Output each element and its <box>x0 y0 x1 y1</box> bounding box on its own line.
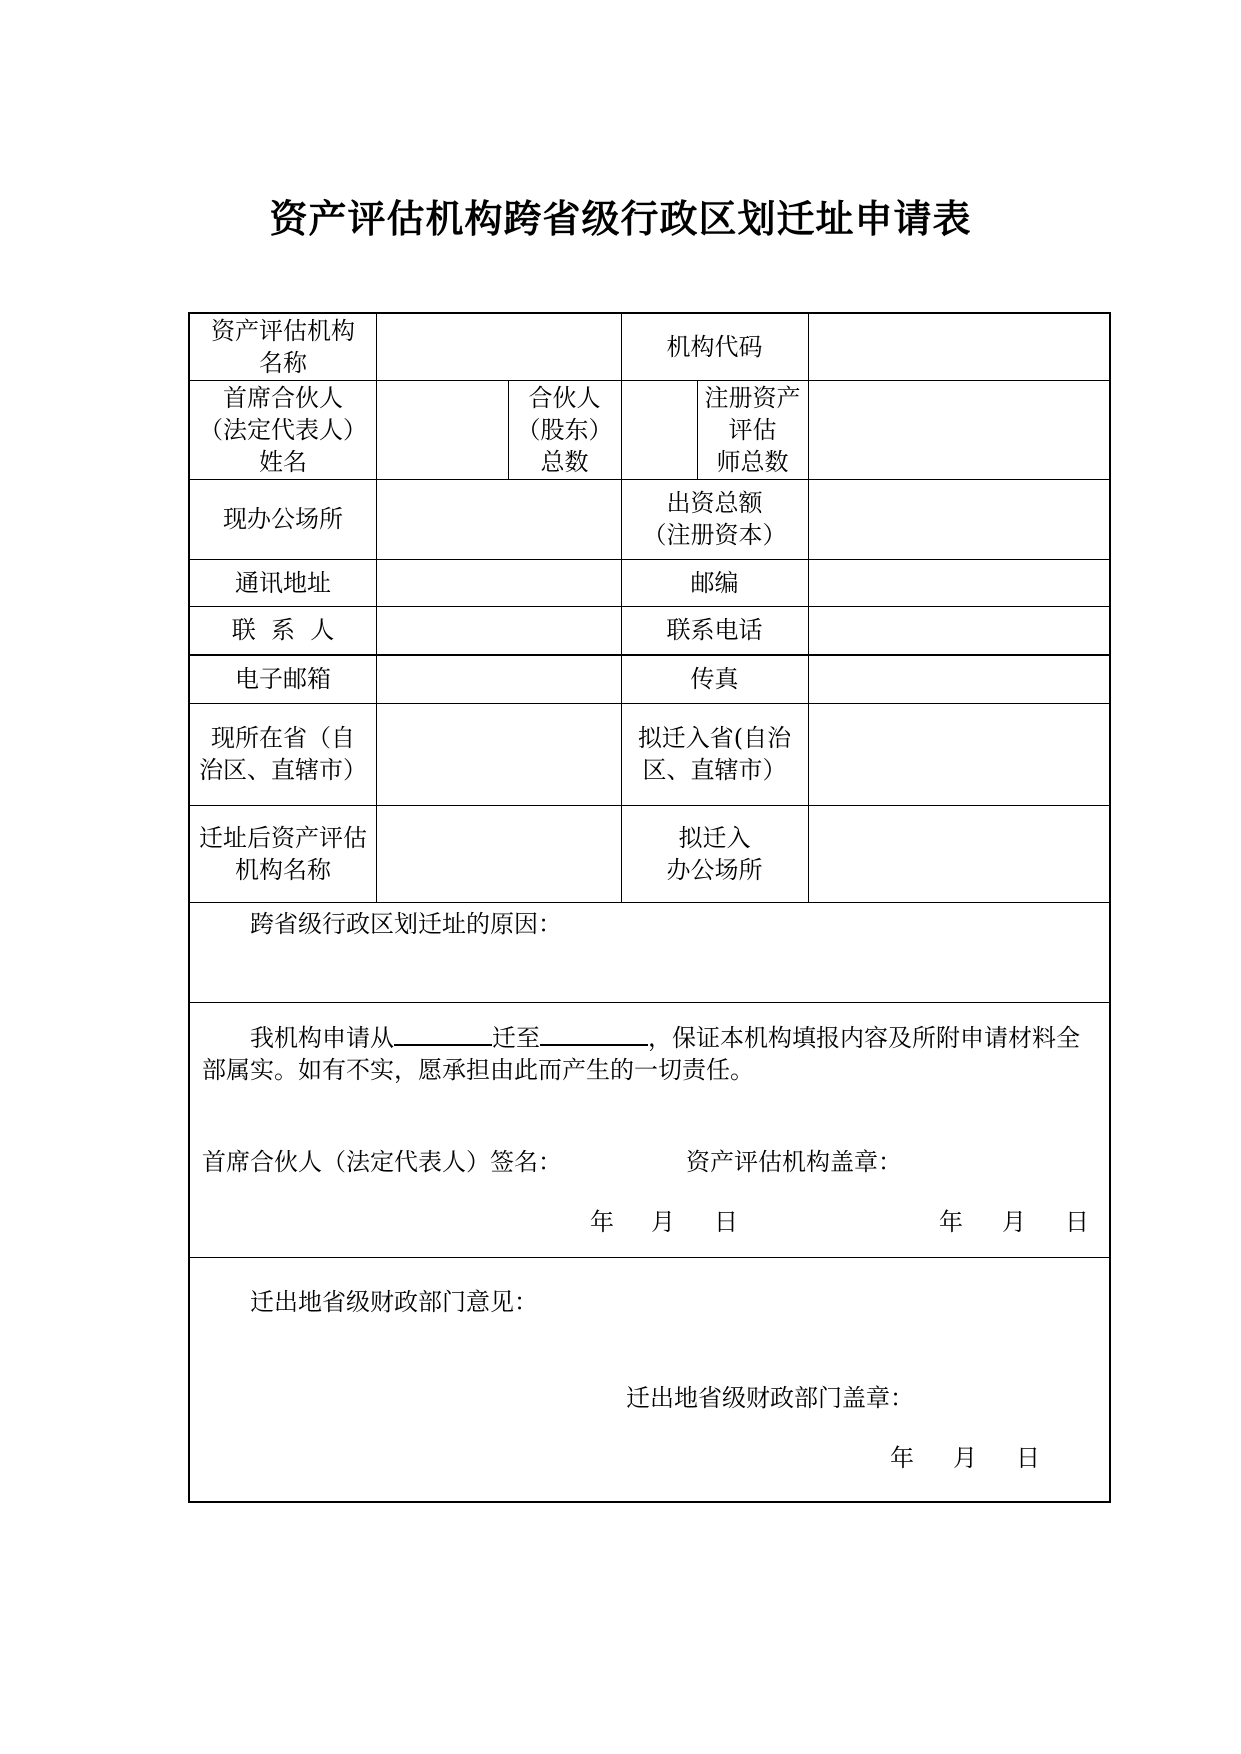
from-province-blank[interactable] <box>394 1018 492 1046</box>
mailing-address-label: 通讯地址 <box>235 568 331 597</box>
finance-dept-opinion-label: 迁出地省级财政部门意见： <box>250 1288 538 1316</box>
seal-month: 月 <box>1002 1208 1026 1236</box>
current-province-label: 现所在省（自 治区、直辖市） <box>199 724 367 784</box>
registered-valuers-label: 注册资产评估 师总数 <box>704 383 801 476</box>
postal-code-field[interactable] <box>808 559 1109 606</box>
row-divider <box>190 1257 1109 1258</box>
institution-name-field[interactable] <box>376 314 621 380</box>
row-divider <box>190 902 1109 903</box>
chief-partner-name-label: 首席合伙人 （法定代表人） 姓名 <box>199 383 367 476</box>
to-province-blank[interactable] <box>540 1018 648 1046</box>
declaration-part3: ，保证本机构填报内容及所附申请材料全部属实。如有不实，愿承担由此而产生的一切责任。 <box>202 1024 1080 1084</box>
institution-name-label: 资产评估机构 名称 <box>211 317 355 377</box>
new-institution-name-label: 迁址后资产评估 机构名称 <box>199 823 367 884</box>
relocation-reason-field[interactable] <box>200 944 1099 996</box>
partners-count-field[interactable] <box>621 380 697 479</box>
declaration-part1: 我机构申请从 <box>250 1024 394 1052</box>
contact-person-field[interactable] <box>376 606 621 654</box>
signature-year: 年 <box>590 1208 614 1236</box>
target-province-label: 拟迁入省(自治 区、直辖市） <box>637 724 792 784</box>
fax-field[interactable] <box>808 654 1109 703</box>
seal-year: 年 <box>939 1208 963 1236</box>
seal-day: 日 <box>1065 1208 1089 1236</box>
partners-count-label: 合伙人 （股东） 总数 <box>516 383 613 476</box>
target-province-field[interactable] <box>808 703 1109 805</box>
contact-person-label: 联 系 人 <box>231 616 335 644</box>
opinion-month: 月 <box>953 1444 977 1472</box>
registered-capital-label: 出资总额 （注册资本） <box>642 489 787 549</box>
contact-phone-label: 联系电话 <box>666 616 763 644</box>
current-office-field[interactable] <box>376 479 621 559</box>
opinion-day: 日 <box>1016 1444 1040 1472</box>
row-divider <box>190 1002 1109 1003</box>
finance-dept-seal-label: 迁出地省级财政部门盖章： <box>626 1384 914 1412</box>
institution-seal-label: 资产评估机构盖章： <box>686 1148 902 1176</box>
declaration-text <box>202 1018 1098 1086</box>
declaration-part2: 迁至 <box>492 1024 540 1052</box>
postal-code-label: 邮编 <box>690 568 739 597</box>
chief-partner-name-field[interactable] <box>376 380 508 479</box>
signature-month: 月 <box>651 1208 675 1236</box>
institution-code-label: 机构代码 <box>666 333 763 361</box>
new-office-field[interactable] <box>808 805 1109 902</box>
registered-capital-field[interactable] <box>808 479 1109 559</box>
form-title: 资产评估机构跨省级行政区划迁址申请表 <box>269 196 972 241</box>
current-office-label: 现办公场所 <box>223 505 343 533</box>
new-office-label: 拟迁入 办公场所 <box>666 823 763 884</box>
email-field[interactable] <box>376 654 621 703</box>
contact-phone-field[interactable] <box>808 606 1109 654</box>
new-institution-name-field[interactable] <box>376 805 621 902</box>
signature-day: 日 <box>714 1208 738 1236</box>
application-form <box>188 312 1111 1503</box>
relocation-reason-label: 跨省级行政区划迁址的原因： <box>250 910 562 938</box>
signature-label: 首席合伙人（法定代表人）签名： <box>202 1148 562 1176</box>
email-label: 电子邮箱 <box>235 664 331 693</box>
institution-code-field[interactable] <box>808 314 1109 380</box>
opinion-year: 年 <box>890 1444 914 1472</box>
fax-label: 传真 <box>690 664 739 693</box>
current-province-field[interactable] <box>376 703 621 805</box>
mailing-address-field[interactable] <box>376 559 621 606</box>
registered-valuers-field[interactable] <box>808 380 1109 479</box>
